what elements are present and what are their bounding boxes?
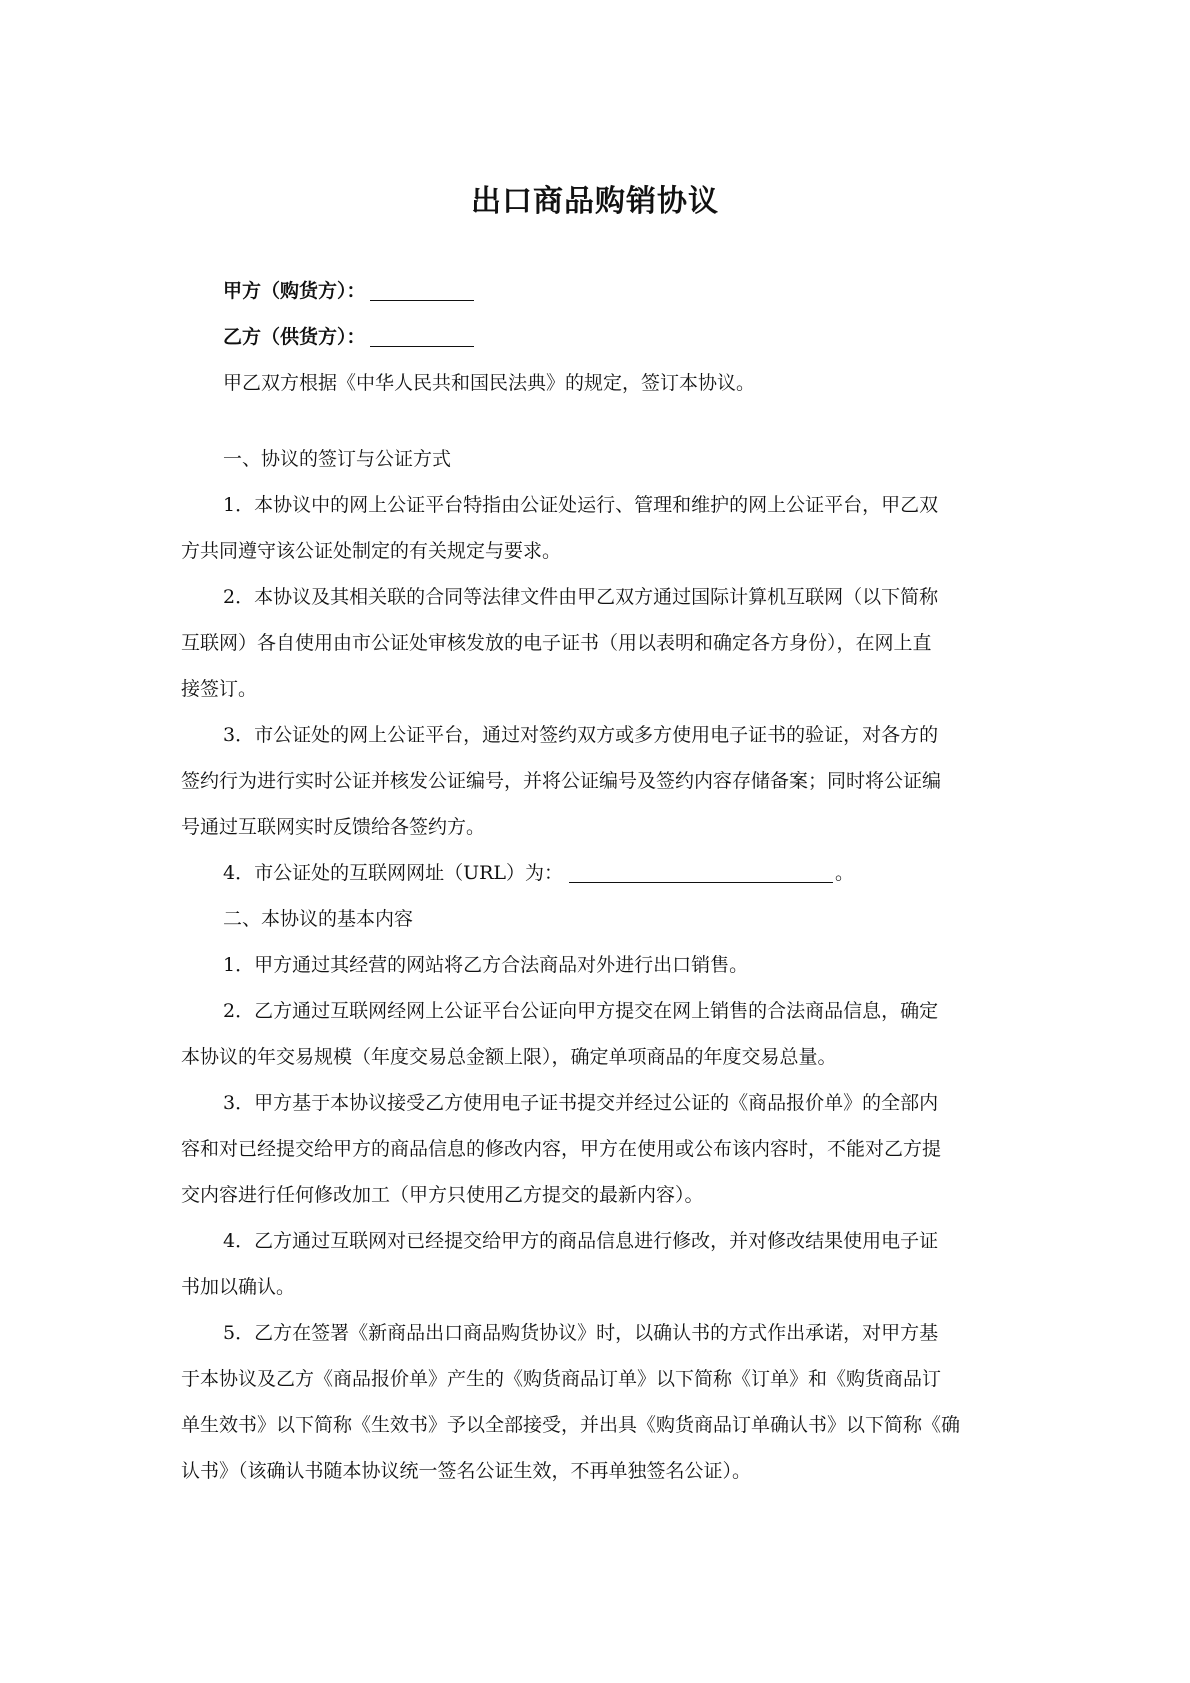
url-suffix: 。 [835, 862, 855, 884]
clause-line: 于本协议及乙方《商品报价单》产生的《购货商品订单》以下简称《订单》和《购货商品订 [181, 1368, 942, 1390]
section1-heading: 一、协议的签订与公证方式 [223, 448, 452, 470]
clause-line: 1．本协议中的网上公证平台特指由公证处运行、管理和维护的网上公证平台，甲乙双 [223, 494, 939, 516]
clause-line: 号通过互联网实时反馈给各签约方。 [181, 816, 486, 838]
section1-clause2 [181, 574, 1011, 712]
clause-line: 接签订。 [181, 678, 258, 700]
clause-line: 书加以确认。 [181, 1276, 296, 1298]
section2-clause1 [181, 942, 1011, 988]
party-b-label: 乙方（供货方）： [223, 326, 366, 348]
url-blank[interactable] [569, 858, 833, 883]
section1-clause1 [181, 482, 1011, 574]
clause-line: 1．甲方通过其经营的网站将乙方合法商品对外进行出口销售。 [223, 954, 749, 976]
party-a-blank[interactable] [370, 276, 474, 301]
section2-heading: 二、本协议的基本内容 [223, 908, 414, 930]
preamble: 甲乙双方根据《中华人民共和国民法典》的规定，签订本协议。 [223, 372, 756, 394]
clause-line: 方共同遵守该公证处制定的有关规定与要求。 [181, 540, 562, 562]
section2-clause2 [181, 988, 1011, 1080]
url-label: 4．市公证处的互联网网址（URL）为： [223, 862, 564, 884]
clause-line: 2．本协议及其相关联的合同等法律文件由甲乙双方通过国际计算机互联网（以下简称 [223, 586, 939, 608]
section2-clause5 [181, 1310, 1011, 1494]
party-a-label: 甲方（购货方）： [223, 280, 366, 302]
section2-clause3 [181, 1080, 1011, 1218]
clause-line: 互联网）各自使用由市公证处审核发放的电子证书（用以表明和确定各方身份），在网上直 [181, 632, 932, 654]
document-title: 出口商品购销协议 [471, 184, 719, 219]
clause-line: 3．甲方基于本协议接受乙方使用电子证书提交并经过公证的《商品报价单》的全部内 [223, 1092, 939, 1114]
clause-line: 签约行为进行实时公证并核发公证编号，并将公证编号及签约内容存储备案；同时将公证编 [181, 770, 942, 792]
clause-line: 交内容进行任何修改加工（甲方只使用乙方提交的最新内容）。 [181, 1184, 704, 1206]
party-b-blank[interactable] [370, 322, 474, 347]
clause-line: 4．乙方通过互联网对已经提交给甲方的商品信息进行修改，并对修改结果使用电子证 [223, 1230, 939, 1252]
section1-clause4 [181, 850, 1011, 896]
spacer [181, 406, 1011, 436]
document-body [181, 268, 1011, 1494]
party-a-line [181, 268, 1011, 314]
section2-clause4 [181, 1218, 1011, 1310]
clause-line: 单生效书》以下简称《生效书》予以全部接受，并出具《购货商品订单确认书》以下简称《确 [181, 1414, 961, 1436]
section1-clause3 [181, 712, 1011, 850]
clause-line: 3．市公证处的网上公证平台，通过对签约双方或多方使用电子证书的验证，对各方的 [223, 724, 939, 746]
clause-line: 本协议的年交易规模（年度交易总金额上限），确定单项商品的年度交易总量。 [181, 1046, 837, 1068]
clause-line: 5．乙方在签署《新商品出口商品购货协议》时，以确认书的方式作出承诺，对甲方基 [223, 1322, 939, 1344]
clause-line: 认书》（该确认书随本协议统一签名公证生效，不再单独签名公证）。 [181, 1460, 752, 1482]
party-b-line [181, 314, 1011, 360]
clause-line: 2．乙方通过互联网经网上公证平台公证向甲方提交在网上销售的合法商品信息，确定 [223, 1000, 939, 1022]
clause-line: 容和对已经提交给甲方的商品信息的修改内容，甲方在使用或公布该内容时，不能对乙方提 [181, 1138, 942, 1160]
